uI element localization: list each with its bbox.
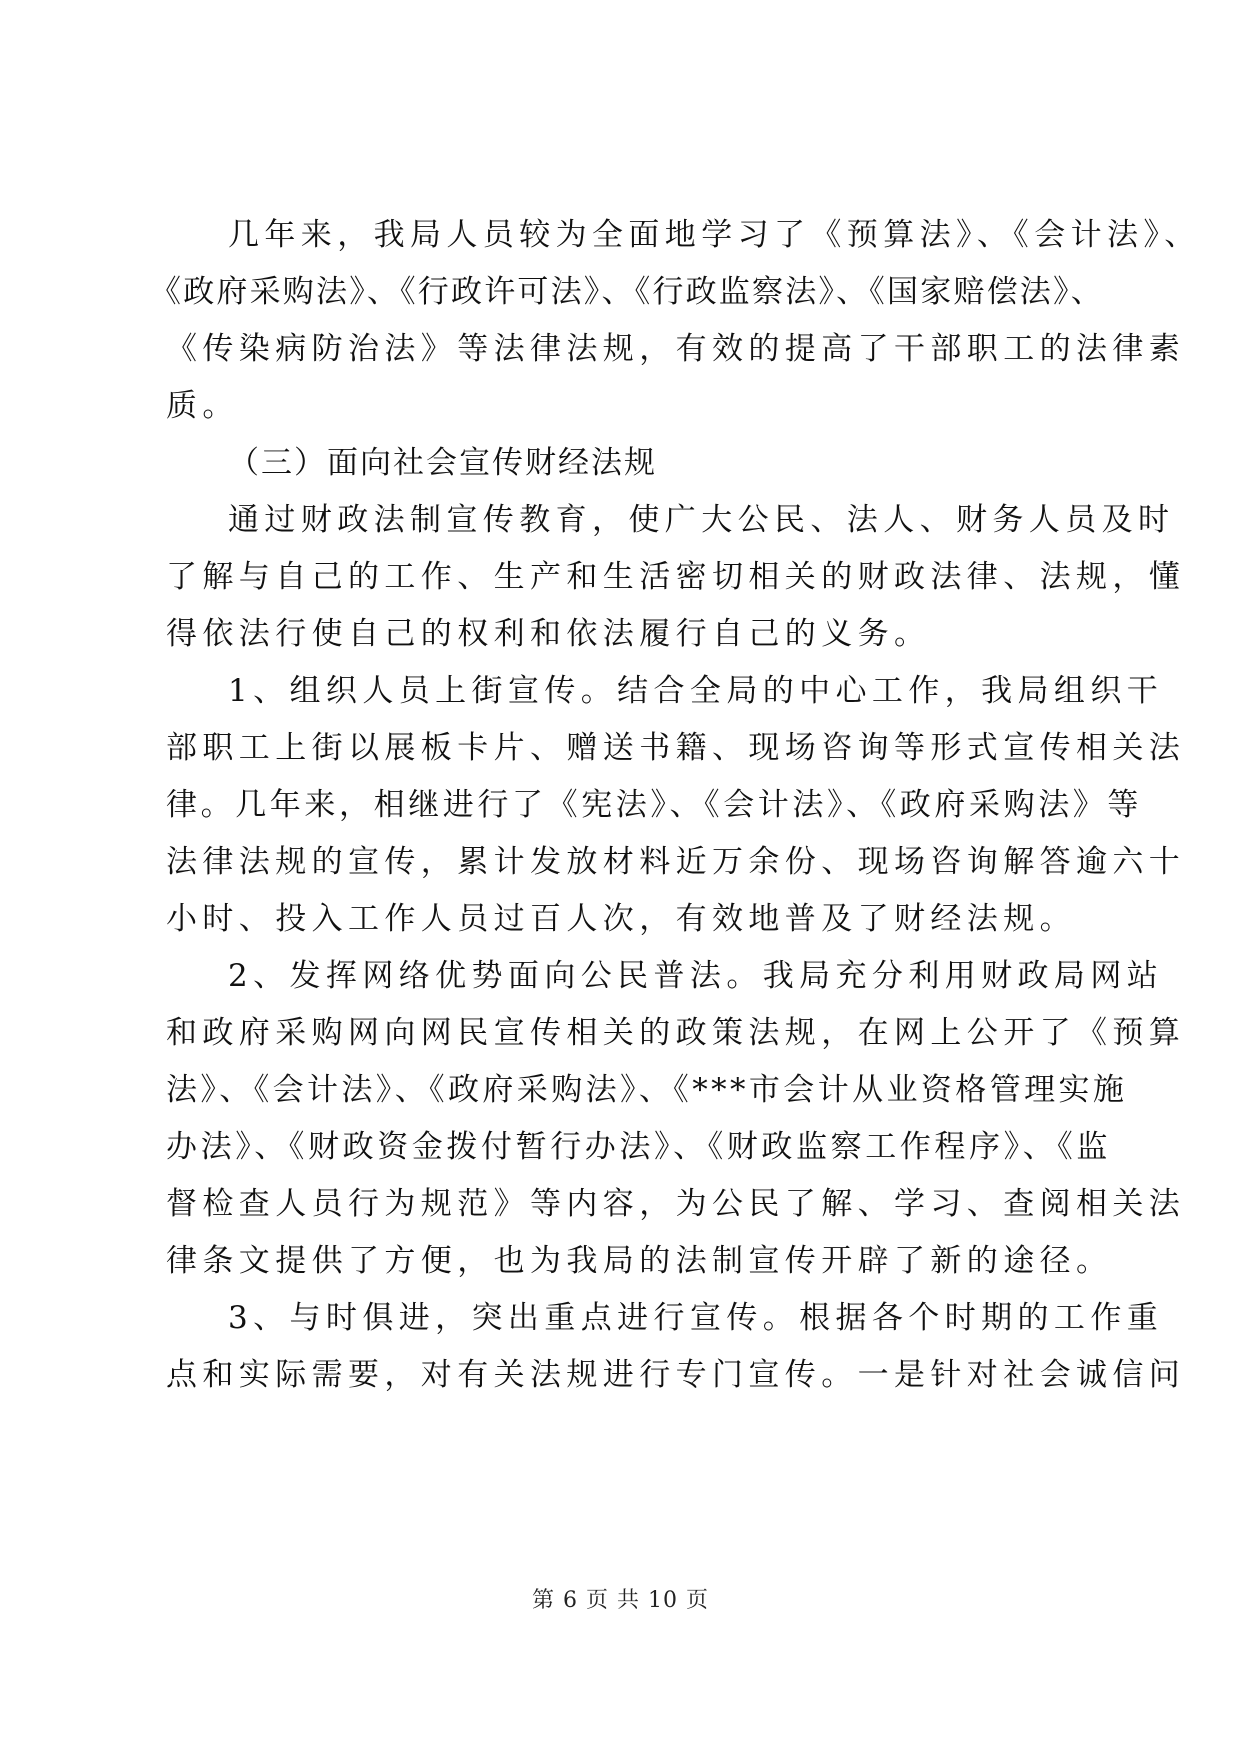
text-line-21: 点和实际需要，对有关法规进行专门宣传。一是针对社会诚信问 <box>166 1357 1186 1393</box>
text-line-10: 部职工上街以展板卡片、赠送书籍、现场咨询等形式宣传相关法 <box>166 730 1186 766</box>
text-line-9: 1、组织人员上街宣传。结合全局的中心工作，我局组织干 <box>228 673 1164 709</box>
text-line-17: 办法》、《财政资金拨付暂行办法》、《财政监察工作程序》、《监 <box>166 1129 1111 1165</box>
text-line-3: 《传染病防治法》等法律法规，有效的提高了干部职工的法律素 <box>166 331 1186 367</box>
text-line-16: 法》、《会计法》、《政府采购法》、《***市会计从业资格管理实施 <box>166 1072 1128 1108</box>
text-line-20: 3、与时俱进，突出重点进行宣传。根据各个时期的工作重 <box>228 1300 1164 1336</box>
text-line-15: 和政府采购网向网民宣传相关的政策法规，在网上公开了《预算 <box>166 1015 1186 1051</box>
text-line-4: 质。 <box>166 388 239 424</box>
text-line-12: 法律法规的宣传，累计发放材料近万余份、现场咨询解答逾六十 <box>166 844 1186 880</box>
text-line-13: 小时、投入工作人员过百人次，有效地普及了财经法规。 <box>166 901 1076 937</box>
page-footer: 第 6 页 共 10 页 <box>532 1588 709 1613</box>
text-line-18: 督检查人员行为规范》等内容，为公民了解、学习、查阅相关法 <box>166 1186 1186 1222</box>
text-line-8: 得依法行使自己的权利和依法履行自己的义务。 <box>166 616 931 652</box>
text-line-6: 通过财政法制宣传教育，使广大公民、法人、财务人员及时 <box>228 502 1175 538</box>
text-line-11: 律。几年来，相继进行了《宪法》、《会计法》、《政府采购法》等 <box>166 787 1142 823</box>
text-line-7: 了解与自己的工作、生产和生活密切相关的财政法律、法规，懂 <box>166 559 1186 595</box>
section-heading: （三）面向社会宣传财经法规 <box>228 445 657 481</box>
text-line-1: 几年来，我局人员较为全面地学习了《预算法》、《会计法》、 <box>228 217 1201 253</box>
text-line-2: 《政府采购法》、《行政许可法》、《行政监察法》、《国家赔偿法》、 <box>150 274 1104 310</box>
text-line-19: 律条文提供了方便，也为我局的法制宣传开辟了新的途径。 <box>166 1243 1113 1279</box>
text-line-14: 2、发挥网络优势面向公民普法。我局充分利用财政局网站 <box>228 958 1164 994</box>
